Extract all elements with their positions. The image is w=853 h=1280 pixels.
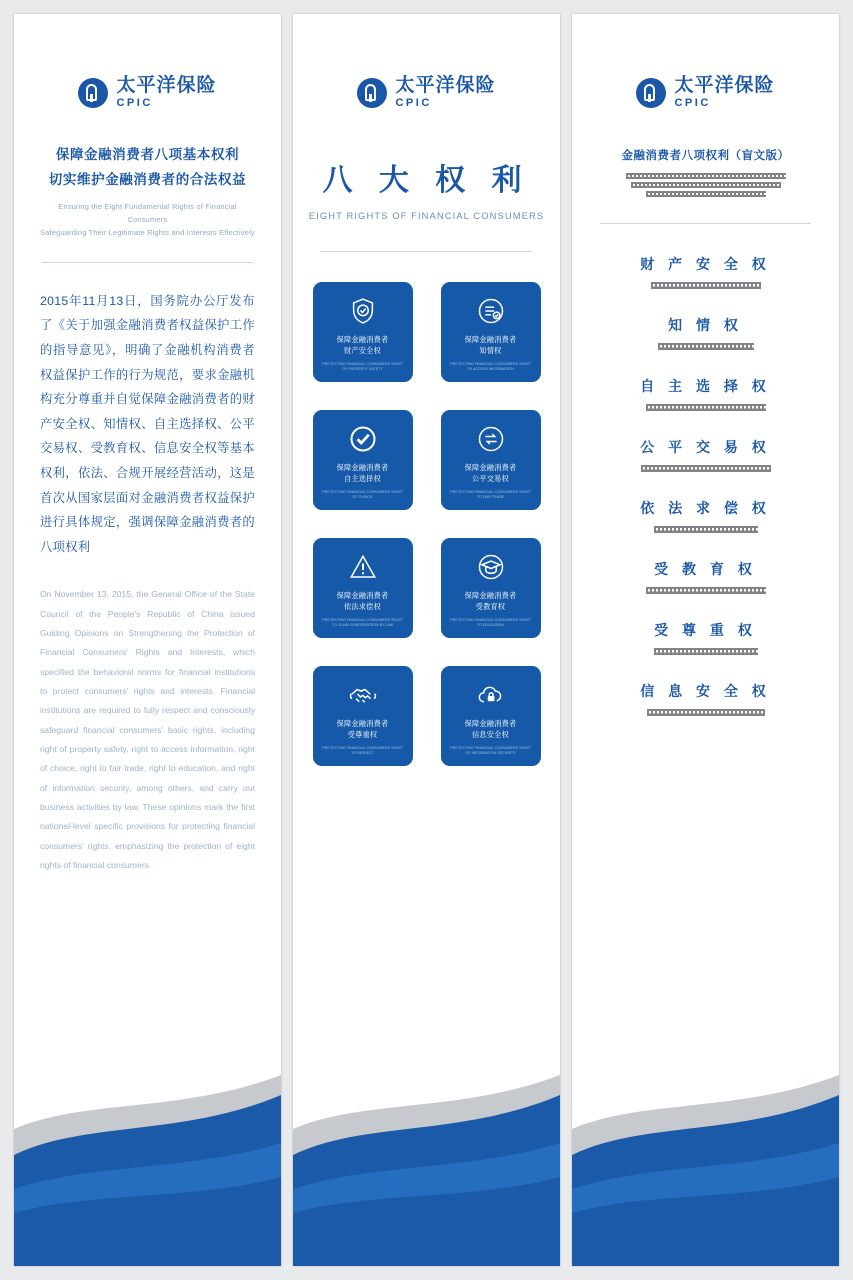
panel3-title: 金融消费者八项权利（盲文版）: [621, 150, 790, 162]
braille-right-item: [572, 681, 839, 716]
braille-row: [647, 709, 765, 716]
panel-eight-rights: [293, 14, 560, 1266]
braille-row: [646, 587, 766, 594]
cpic-logo-icon: [357, 78, 387, 108]
brand-logo: [14, 76, 281, 109]
right-card[interactable]: [313, 666, 413, 766]
right-card-label-cn: 保障金融消费者 受教育权: [464, 591, 517, 611]
right-card-label-en: PROTECTING FINANCIAL CONSUMERS' RIGHT TO CLAIM COMPENSATION BY LAW: [322, 617, 403, 627]
right-card-label-en: PROTECTING FINANCIAL CONSUMERS' RIGHT TO FAIR TRADE: [450, 489, 531, 499]
panel1-subtitle-line2: Safeguarding Their Legitimate Rights and Interests Effectively: [40, 227, 255, 237]
braille-right-item: [572, 559, 839, 594]
braille-right-label: 受 教 育 权: [654, 561, 757, 577]
divider: [321, 251, 532, 252]
cpic-logo-icon: [636, 78, 666, 108]
right-card-label-en: PROTECTING FINANCIAL CONSUMERS' RIGHT OF PROPERTY SAFETY: [322, 361, 403, 371]
handshake-icon: [348, 680, 378, 710]
rights-card-grid: [313, 282, 541, 766]
right-card[interactable]: [441, 282, 541, 382]
panel1-body-en: On November 13, 2015, the General Office of the State Council of the People's Republic of China issued Guiding Opinions on Strengthening the Protection of Financial Consumers' Rights and Interests, which specified the behavioral norms for financial institutions to protect consumers' rights and interests. Financial institutions are required to fully respect and consciously safeguard financial consumers' basic rights, including right of property safety, right to access information, right of choice, right to fair trade, right to education, and right of information security, among others, and carry out business activities by law. These opinions mark the first national-level specific provisions for protecting financial consumers' rights, emphasizing the protection of eight rights of financial consumers: [40, 589, 255, 870]
panel1-subtitle: [14, 201, 281, 240]
brand-logo: [293, 76, 560, 109]
braille-row: [646, 404, 766, 411]
right-card-label-cn: 保障金融消费者 依法求偿权: [336, 591, 389, 611]
braille-right-item: [572, 620, 839, 655]
brand-wordmark: [116, 76, 216, 109]
panel1-title-line2: 切实维护金融消费者的合法权益: [48, 171, 247, 187]
braille-row: [654, 648, 758, 655]
braille-right-item: [572, 498, 839, 533]
braille-row: [626, 173, 786, 179]
braille-title-block: [572, 173, 839, 197]
panel-overview: [14, 14, 281, 1266]
panel2-title: 八 大 权 利: [322, 164, 531, 197]
braille-right-label: 财 产 安 全 权: [640, 256, 771, 272]
panel1-body-cn: 2015年11月13日，国务院办公厅发布了《关于加强金融消费者权益保护工作的指导意见》，明确了金融机构消费者权益保护工作的行为规范，要求金融机构充分尊重并自觉保障金融消费者的财产安全权、知情权、自主选择权、公平交易权、受教育权、信息安全权等基本权利，依法、合规开展经营活动，这是首次从国家层面对金融消费者权益保护进行具体规定，强调保障金融消费者的八项权利: [40, 293, 255, 554]
right-card-label-cn: 保障金融消费者 自主选择权: [336, 463, 389, 483]
right-card-label-en: PROTECTING FINANCIAL CONSUMERS' RIGHT TO EDUCATION: [450, 617, 531, 627]
divider: [600, 223, 811, 224]
panel1-title: [14, 143, 281, 193]
brand-name-cn: 太平洋保险: [116, 75, 217, 96]
brand-logo: [572, 76, 839, 109]
brand-name-cn: 太平洋保险: [395, 75, 496, 96]
braille-right-label: 信 息 安 全 权: [640, 683, 771, 699]
panel1-title-line1: 保障金融消费者八项基本权利: [55, 147, 240, 162]
graduation-cap-icon: [476, 552, 506, 582]
panel1-subtitle-line1: Ensuring the Eight Fundamental Rights of Financial Consumers: [58, 201, 237, 224]
braille-right-item: [572, 315, 839, 350]
brand-wordmark: [674, 76, 774, 109]
right-card-label-en: PROTECTING FINANCIAL CONSUMERS' RIGHT TO RESPECT: [322, 745, 403, 755]
braille-row: [631, 182, 781, 188]
right-card-label-cn: 保障金融消费者 公平交易权: [464, 463, 517, 483]
right-card[interactable]: [441, 666, 541, 766]
braille-right-label: 公 平 交 易 权: [640, 439, 771, 455]
divider: [42, 262, 253, 263]
right-card-label-cn: 保障金融消费者 财产安全权: [336, 335, 389, 355]
check-circle-icon: [348, 424, 378, 454]
braille-row: [651, 282, 761, 289]
wave-footer: [14, 1051, 281, 1266]
right-card-label-cn: 保障金融消费者 知情权: [464, 335, 517, 355]
braille-right-label: 依 法 求 偿 权: [640, 500, 771, 516]
right-card-label-en: PROTECTING FINANCIAL CONSUMERS' RIGHT TO ACCESS INFORMATION: [450, 361, 531, 371]
brand-wordmark: [395, 76, 495, 109]
braille-row: [646, 191, 766, 197]
brand-name-cn: 太平洋保险: [674, 75, 775, 96]
braille-right-label: 受 尊 重 权: [654, 622, 757, 638]
right-card-label-en: PROTECTING FINANCIAL CONSUMERS' RIGHT OF INFORMATION SECURITY: [450, 745, 531, 755]
warning-triangle-icon: [348, 552, 378, 582]
brand-name-en: CPIC: [116, 97, 153, 109]
document-info-icon: [476, 296, 506, 326]
wave-footer: [293, 1051, 560, 1266]
braille-rights-list: [572, 254, 839, 716]
right-card-label-cn: 保障金融消费者 受尊重权: [336, 719, 389, 739]
braille-right-item: [572, 437, 839, 472]
braille-right-label: 自 主 选 择 权: [640, 378, 771, 394]
brand-name-en: CPIC: [395, 97, 432, 109]
right-card-label-en: PROTECTING FINANCIAL CONSUMERS' RIGHT OF CHOICE: [322, 489, 403, 499]
braille-row: [641, 465, 771, 472]
panel-braille: [572, 14, 839, 1266]
braille-row: [654, 526, 758, 533]
panel2-subtitle: EIGHT RIGHTS OF FINANCIAL CONSUMERS: [308, 210, 545, 221]
exchange-circle-icon: [476, 424, 506, 454]
right-card[interactable]: [441, 410, 541, 510]
braille-right-item: [572, 376, 839, 411]
right-card[interactable]: [313, 538, 413, 638]
right-card[interactable]: [313, 282, 413, 382]
brand-name-en: CPIC: [674, 97, 711, 109]
braille-row: [658, 343, 754, 350]
braille-right-label: 知 情 权: [668, 317, 743, 333]
braille-right-item: [572, 254, 839, 289]
cpic-logo-icon: [78, 78, 108, 108]
right-card-label-cn: 保障金融消费者 信息安全权: [464, 719, 517, 739]
right-card[interactable]: [441, 538, 541, 638]
cloud-lock-icon: [476, 680, 506, 710]
wave-footer: [572, 1051, 839, 1266]
shield-check-icon: [348, 296, 378, 326]
right-card[interactable]: [313, 410, 413, 510]
